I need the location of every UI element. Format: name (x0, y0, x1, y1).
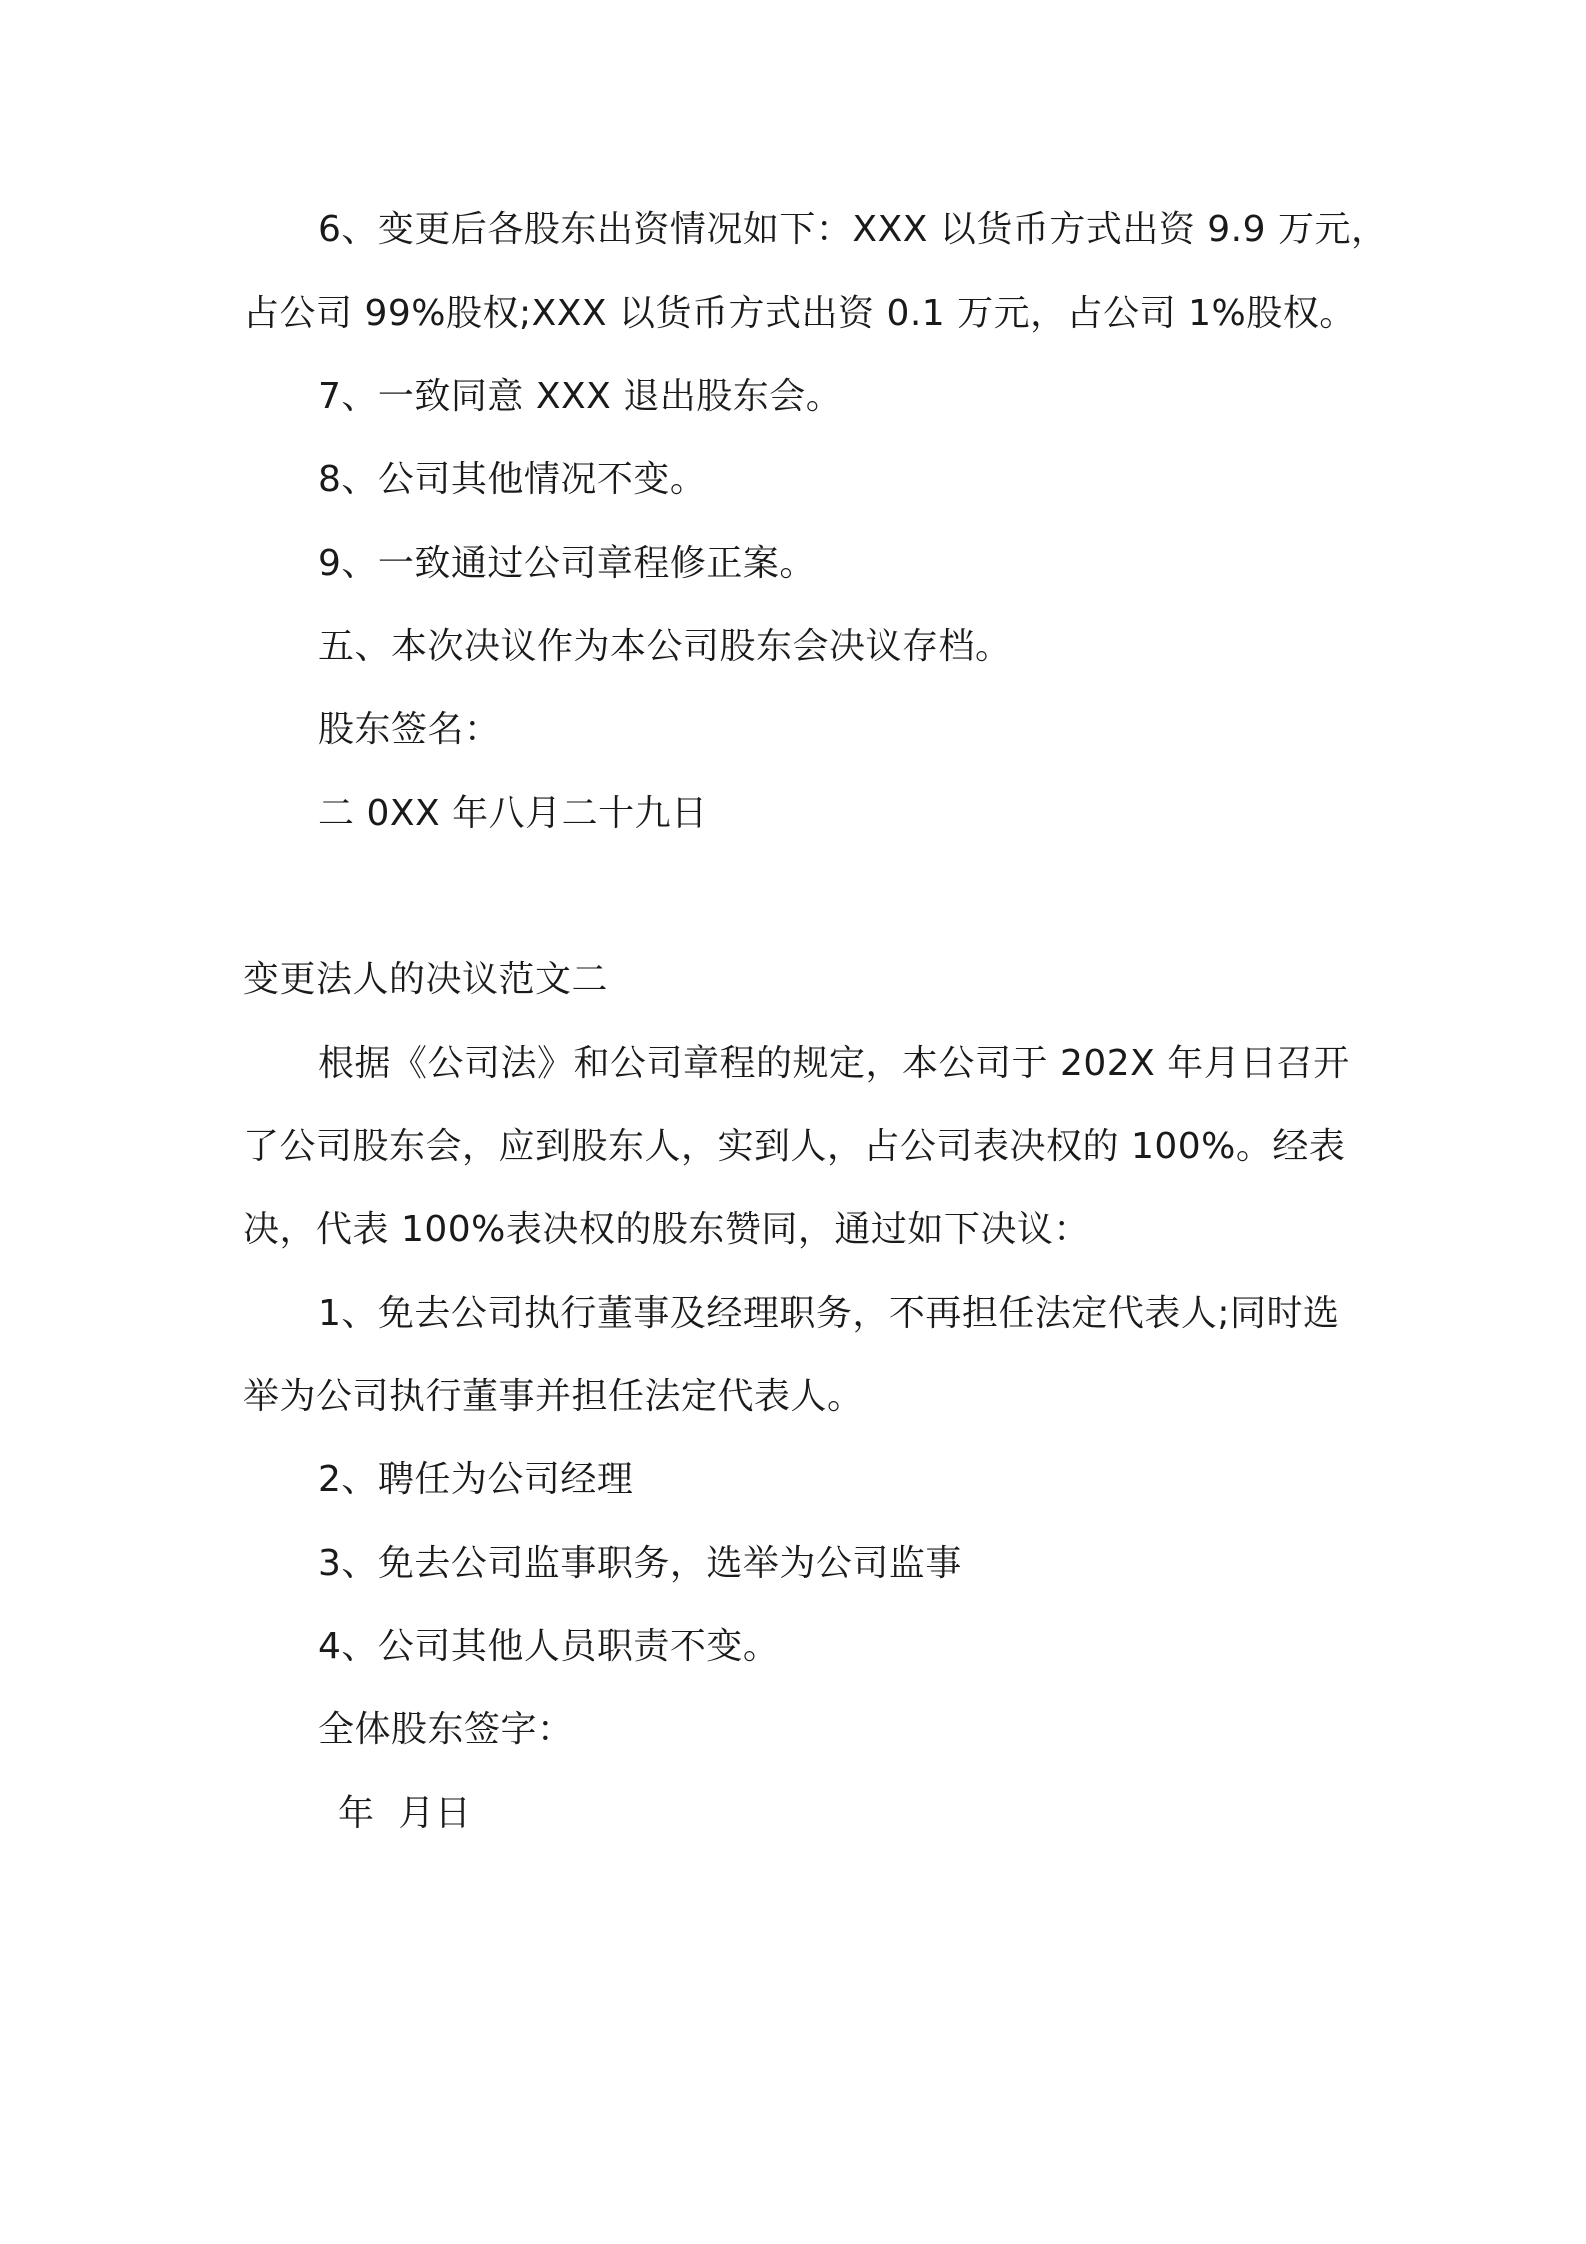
signature-label: 股东签名： (318, 709, 501, 750)
paragraph-line: 决，代表 100%表决权的股东赞同，通过如下决议： (243, 1209, 1090, 1250)
signature-label: 全体股东签字： (318, 1709, 574, 1750)
paragraph-line: 6、变更后各股东出资情况如下：XXX 以货币方式出资 9.9 万元， (318, 209, 1388, 250)
paragraph-line: 9、一致通过公司章程修正案。 (318, 543, 816, 584)
paragraph-line: 1、免去公司执行董事及经理职务，不再担任法定代表人;同时选 (318, 1293, 1340, 1334)
paragraph-line: 根据《公司法》和公司章程的规定，本公司于 202X 年月日召开 (318, 1043, 1350, 1084)
date-line: 二 0XX 年八月二十九日 (318, 793, 708, 834)
paragraph-line: 2、聘任为公司经理 (318, 1459, 634, 1500)
paragraph-line: 举为公司执行董事并担任法定代表人。 (243, 1376, 864, 1417)
paragraph-line: 4、公司其他人员职责不变。 (318, 1626, 780, 1667)
date-line: 年 月日 (338, 1793, 472, 1834)
paragraph-line: 7、一致同意 XXX 退出股东会。 (318, 376, 843, 417)
section-title: 变更法人的决议范文二 (243, 959, 609, 1000)
paragraph-line: 了公司股东会，应到股东人，实到人，占公司表决权的 100%。经表 (243, 1126, 1346, 1167)
paragraph-line: 8、公司其他情况不变。 (318, 459, 707, 500)
paragraph-line: 占公司 99%股权;XXX 以货币方式出资 0.1 万元，占公司 1%股权。 (243, 293, 1356, 334)
paragraph-line: 五、本次决议作为本公司股东会决议存档。 (318, 626, 1012, 667)
paragraph-line: 3、免去公司监事职务，选举为公司监事 (318, 1543, 962, 1584)
